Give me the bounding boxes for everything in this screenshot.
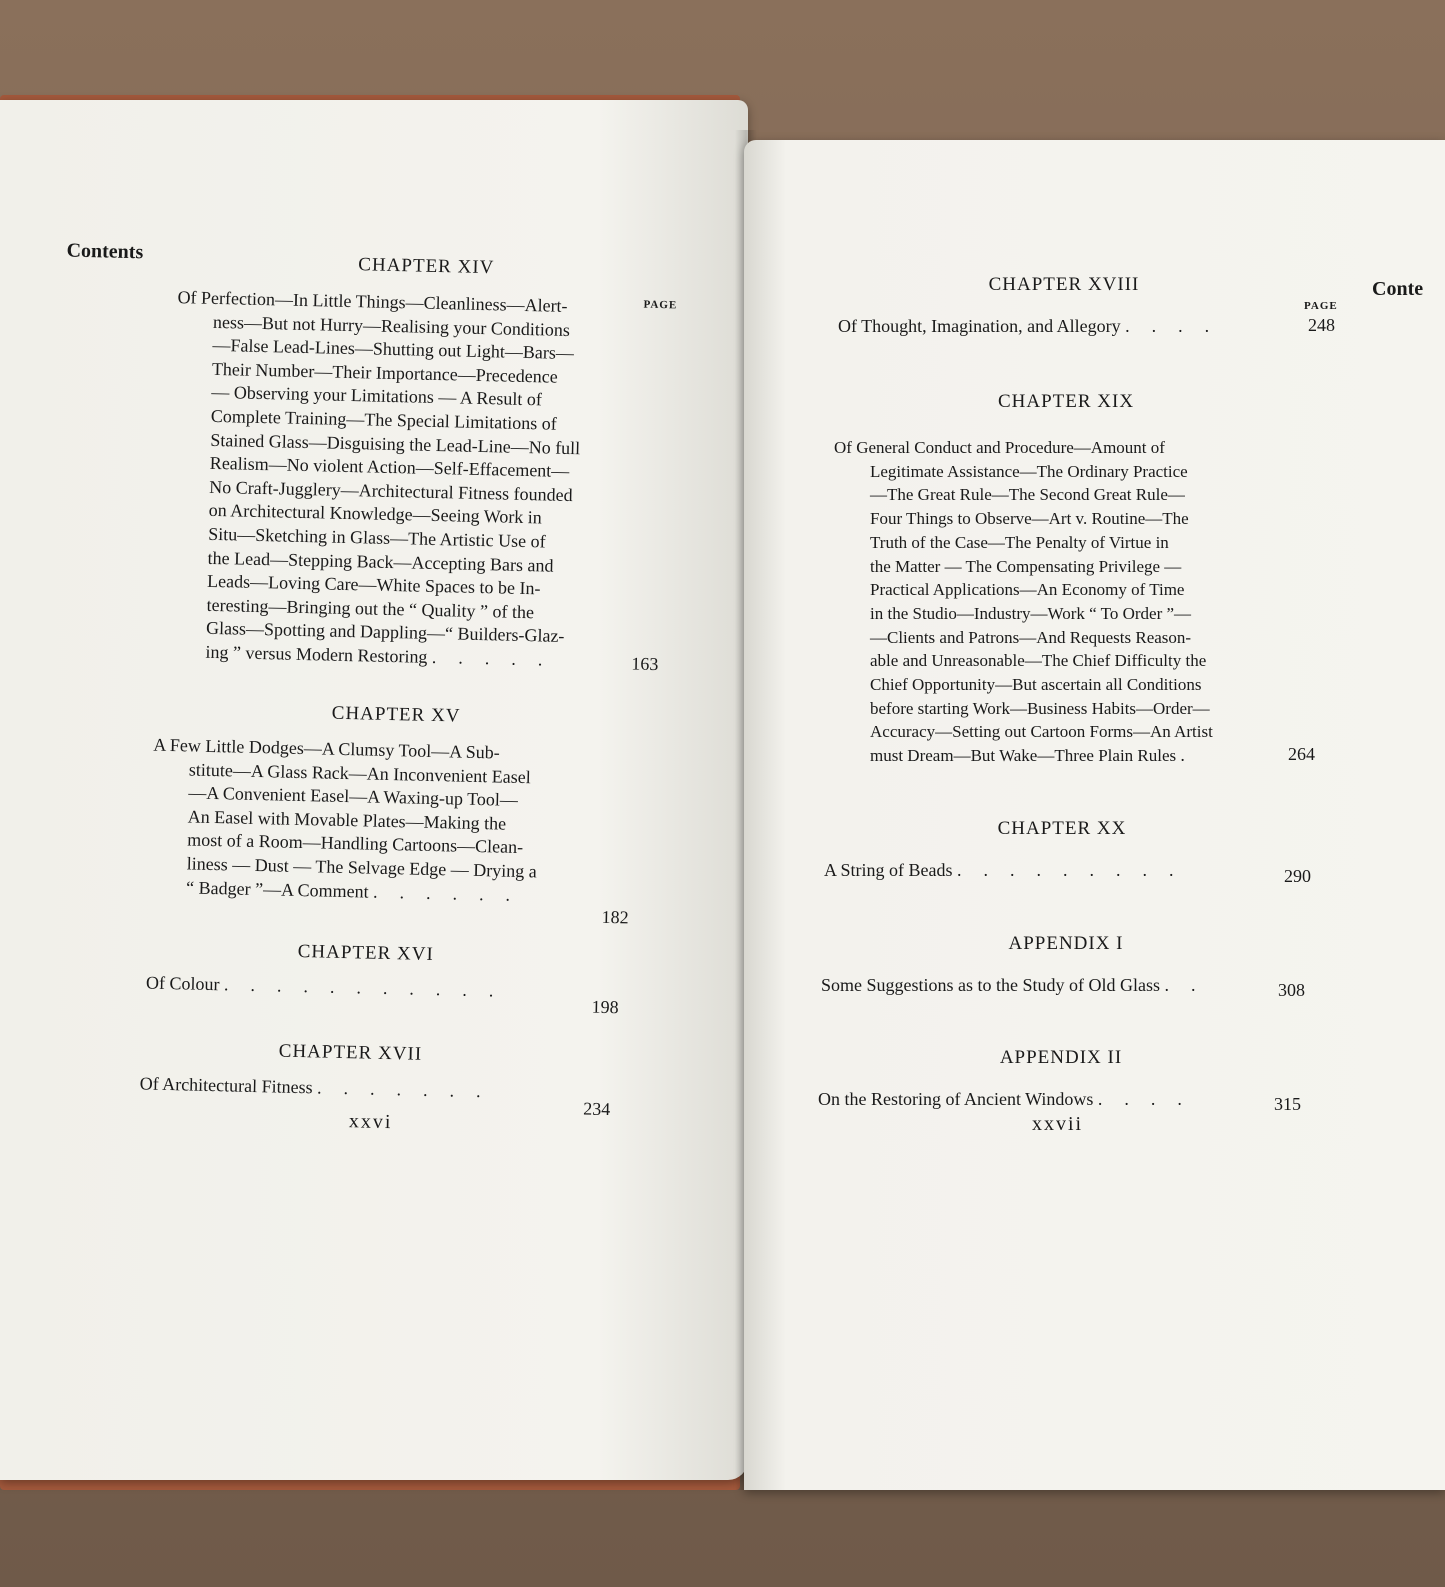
entry-line: Glass—Spotting and Dappling—“ Builders-Glaz- bbox=[205, 618, 565, 647]
page-number: 248 bbox=[1308, 315, 1335, 335]
leader-dots: . bbox=[1180, 745, 1207, 766]
entry-line: Realism—No violent Action—Self-Effacement— bbox=[209, 453, 570, 482]
leader-dots: ........... bbox=[223, 974, 516, 1001]
page-number: 264 bbox=[1288, 744, 1315, 764]
entry-line: A String of Beads bbox=[824, 860, 953, 880]
entry-line: liness — Dust — The Selvage Edge — Drying a bbox=[186, 853, 537, 882]
entry-line: in the Studio—Industry—Work “ To Order ”— bbox=[870, 603, 1192, 623]
entry-line: Complete Training—The Special Limitations of bbox=[210, 405, 557, 434]
entry-line: An Easel with Movable Plates—Making the bbox=[187, 806, 507, 834]
toc-entry bbox=[150, 734, 600, 909]
leader-dots: .. bbox=[1164, 975, 1218, 995]
toc-entry bbox=[139, 1072, 502, 1104]
leader-dots: .... bbox=[1097, 1089, 1204, 1109]
entry-line: on Architectural Knowledge—Seeing Work in bbox=[208, 500, 543, 528]
entry-line: the Lead—Stepping Back—Accepting Bars and bbox=[207, 547, 554, 576]
left-page bbox=[0, 100, 748, 1480]
toc-entry bbox=[821, 974, 1218, 998]
leader-dots: .... bbox=[1125, 316, 1232, 336]
left-page-content bbox=[0, 100, 748, 1497]
page-number: 315 bbox=[1274, 1094, 1301, 1114]
entry-line: Situ—Sketching in Glass—The Artistic Use of bbox=[207, 523, 546, 552]
leader-dots: ....... bbox=[316, 1077, 503, 1102]
page-number: 290 bbox=[1284, 866, 1311, 886]
entry-line: Accuracy—Setting out Cartoon Forms—An Artist bbox=[870, 722, 1213, 742]
entry-line: Their Number—Their Importance—Precedence bbox=[211, 358, 558, 387]
page-folio: xxvii bbox=[1032, 1113, 1084, 1135]
entry-line: —False Lead-Lines—Shutting out Light—Bars— bbox=[212, 335, 575, 364]
entry-line: —A Convenient Easel—A Waxing-up Tool— bbox=[188, 782, 519, 811]
entry-line: Of Colour bbox=[145, 972, 220, 995]
chapter-heading: CHAPTER XIX bbox=[997, 391, 1135, 412]
entry-line: Of Thought, Imagination, and Allegory bbox=[838, 316, 1121, 336]
toc-entry bbox=[834, 436, 1284, 768]
chapter-heading: CHAPTER XIV bbox=[358, 254, 495, 279]
right-page bbox=[744, 140, 1445, 1490]
toc-entry bbox=[818, 1088, 1204, 1112]
chapter-heading: CHAPTER XX bbox=[997, 818, 1127, 839]
entry-line: Legitimate Assistance—The Ordinary Practice bbox=[870, 461, 1188, 481]
entry-line: able and Unreasonable—The Chief Difficulty the bbox=[870, 651, 1207, 671]
chapter-heading: CHAPTER XVI bbox=[297, 940, 435, 966]
toc-entry bbox=[838, 315, 1231, 339]
chapter-heading: CHAPTER XVII bbox=[278, 1040, 423, 1065]
entry-line: Of Architectural Fitness bbox=[139, 1073, 313, 1098]
page-number: 308 bbox=[1278, 980, 1305, 1000]
leader-dots: ..... bbox=[431, 646, 565, 670]
entry-line: Four Things to Observe—Art v. Routine—The bbox=[870, 509, 1189, 529]
toc-entry bbox=[169, 286, 629, 674]
chapter-heading: APPENDIX I bbox=[1008, 933, 1124, 954]
leader-dots: ...... bbox=[372, 881, 533, 905]
entry-line: stitute—A Glass Rack—An Inconvenient Easel bbox=[188, 759, 531, 787]
chapter-heading: CHAPTER XVIII bbox=[988, 274, 1140, 295]
toc-entry bbox=[146, 972, 516, 1004]
page-number: 163 bbox=[631, 653, 659, 675]
entry-line: Of General Conduct and Procedure—Amount of bbox=[834, 438, 1165, 457]
chapter-heading: CHAPTER XV bbox=[331, 702, 461, 727]
entry-line: A Few Little Dodges—A Clumsy Tool—A Sub- bbox=[153, 734, 500, 763]
entry-line: Some Suggestions as to the Study of Old Glass bbox=[821, 975, 1161, 995]
entry-line: ing ” versus Modern Restoring bbox=[205, 641, 428, 667]
entry-line: Truth of the Case—The Penalty of Virtue in bbox=[870, 532, 1169, 552]
running-head: Contents bbox=[66, 239, 144, 264]
toc-entry bbox=[824, 859, 1196, 883]
entry-line: Of Perfection—In Little Things—Cleanliness—Alert- bbox=[177, 287, 568, 316]
entry-line: —Clients and Patrons—And Requests Reason- bbox=[870, 627, 1192, 647]
page-number: 198 bbox=[591, 996, 619, 1018]
entry-line: “ Badger ”—A Comment bbox=[185, 876, 369, 902]
entry-line: Practical Applications—An Economy of Time bbox=[870, 580, 1185, 600]
leader-dots: ......... bbox=[957, 860, 1196, 880]
entry-line: before starting Work—Business Habits—Order— bbox=[870, 698, 1210, 718]
entry-line: Leads—Loving Care—White Spaces to be In- bbox=[206, 570, 541, 599]
chapter-heading: APPENDIX II bbox=[999, 1047, 1123, 1068]
entry-line: Chief Opportunity—But ascertain all Conditions bbox=[870, 675, 1202, 695]
entry-line: ness—But not Hurry—Realising your Conditions bbox=[212, 311, 571, 340]
entry-line: — Observing your Limitations — A Result of bbox=[211, 382, 543, 410]
page-column-label: PAGE bbox=[643, 298, 678, 312]
entry-line: On the Restoring of Ancient Windows bbox=[818, 1089, 1094, 1109]
page-number: 234 bbox=[583, 1098, 611, 1120]
page-number: 182 bbox=[601, 906, 629, 928]
entry-line: teresting—Bringing out the “ Quality ” of the bbox=[206, 594, 535, 622]
running-head: Conte bbox=[1372, 278, 1424, 300]
entry-line: —The Great Rule—The Second Great Rule— bbox=[870, 485, 1185, 505]
entry-line: most of a Room—Handling Cartoons—Clean- bbox=[187, 829, 524, 858]
page-folio: xxvi bbox=[348, 1110, 393, 1134]
entry-line: must Dream—But Wake—Three Plain Rules bbox=[870, 746, 1177, 766]
page-column-label: PAGE bbox=[1304, 300, 1338, 312]
entry-line: the Matter — The Compensating Privilege — bbox=[870, 556, 1182, 576]
entry-line: Stained Glass—Disguising the Lead-Line—No full bbox=[210, 429, 581, 458]
entry-line: No Craft-Jugglery—Architectural Fitness founded bbox=[209, 476, 573, 505]
